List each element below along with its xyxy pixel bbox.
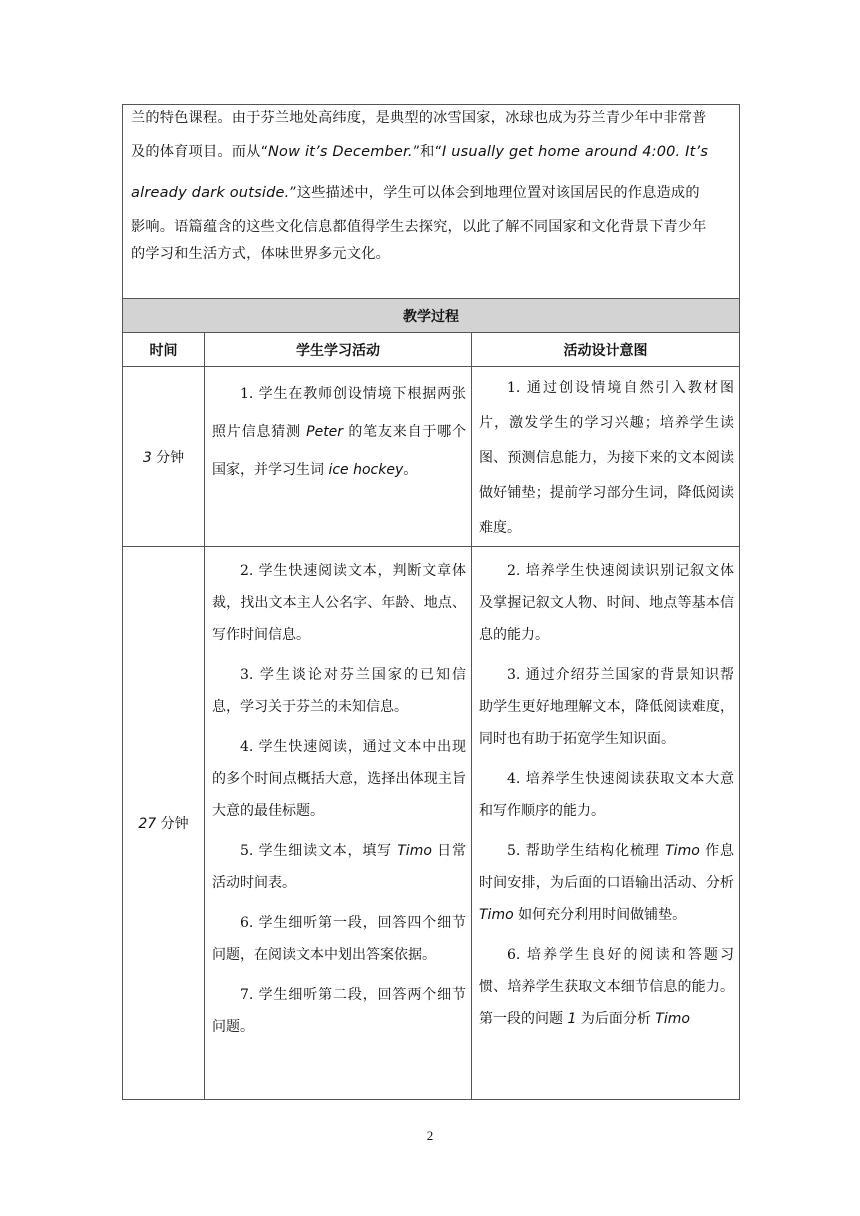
intent-item: 2. 培养学生快速阅读识别记叙文体及掌握记叙文人物、时间、地点等基本信息的能力。 bbox=[479, 563, 735, 643]
intent-cell bbox=[472, 547, 740, 1100]
activity-item: 7. 学生细听第二段，回答两个细节问题。 bbox=[212, 987, 466, 1035]
activity-item: 3. 学生谈论对芬兰国家的已知信息，学习关于芬兰的未知信息。 bbox=[212, 667, 466, 715]
intent-item: 5. 帮助学生结构化梳理 Timo 作息时间安排，为后面的口语输出活动、分析 Timo 如何充分利用时间做铺垫。 bbox=[479, 843, 735, 923]
section-title: 教学过程 bbox=[123, 299, 740, 333]
intro-line: 的学习和生活方式，体味世界多元文化。 bbox=[131, 246, 390, 262]
activity-item: 6. 学生细听第一段，回答四个细节问题，在阅读文本中划出答案依据。 bbox=[212, 915, 466, 963]
activity-item: 2. 学生快速阅读文本，判断文章体裁，找出文本主人公名字、年龄、地点、写作时间信息。 bbox=[212, 563, 466, 643]
column-header-time: 时间 bbox=[123, 333, 205, 367]
lesson-plan-table bbox=[122, 104, 740, 1100]
time-cell: 3 分钟 bbox=[123, 367, 205, 547]
intent-item: 6. 培养学生良好的阅读和答题习惯、培养学生获取文本细节信息的能力。第一段的问题 1 为后面分析 Timo bbox=[479, 947, 735, 1027]
column-header-intent: 活动设计意图 bbox=[472, 333, 740, 367]
intent-item: 4. 培养学生快速阅读获取文本大意和写作顺序的能力。 bbox=[479, 771, 735, 819]
activity-cell bbox=[205, 367, 472, 547]
intro-line: already dark outside.”这些描述中，学生可以体会到地理位置对该国居民的作息造成的 bbox=[131, 185, 700, 201]
activity-item: 5. 学生细读文本，填写 Timo 日常活动时间表。 bbox=[212, 843, 466, 891]
activity-item: 4. 学生快速阅读，通过文本中出现的多个时间点概括大意，选择出体现主旨大意的最佳标题。 bbox=[212, 739, 466, 819]
intro-text-cell bbox=[123, 105, 740, 299]
intro-line: 影响。语篇蕴含的这些文化信息都值得学生去探究，以此了解不同国家和文化背景下青少年 bbox=[131, 219, 707, 235]
activity-cell bbox=[205, 547, 472, 1100]
activity-item: 1. 学生在教师创设情境下根据两张照片信息猜测 Peter 的笔友来自于哪个国家，并学习生词 ice hockey。 bbox=[212, 386, 467, 478]
time-cell: 27 分钟 bbox=[123, 547, 205, 1100]
intro-line: 及的体育项目。而从“Now it’s December.”和“I usually get home around 4:00. It’s bbox=[131, 144, 709, 160]
intent-cell bbox=[472, 367, 740, 547]
intent-item: 3. 通过介绍芬兰国家的背景知识帮助学生更好地理解文本，降低阅读难度，同时也有助于拓宽学生知识面。 bbox=[479, 667, 735, 747]
intro-line: 兰的特色课程。由于芬兰地处高纬度，是典型的冰雪国家，冰球也成为芬兰青少年中非常普 bbox=[131, 110, 707, 126]
column-header-activity: 学生学习活动 bbox=[205, 333, 472, 367]
page-number: 2 bbox=[426, 1128, 434, 1143]
intent-item: 1. 通过创设情境自然引入教材图片，激发学生的学习兴趣；培养学生读图、预测信息能力，为接下来的文本阅读做好铺垫；提前学习部分生词，降低阅读难度。 bbox=[479, 380, 735, 536]
